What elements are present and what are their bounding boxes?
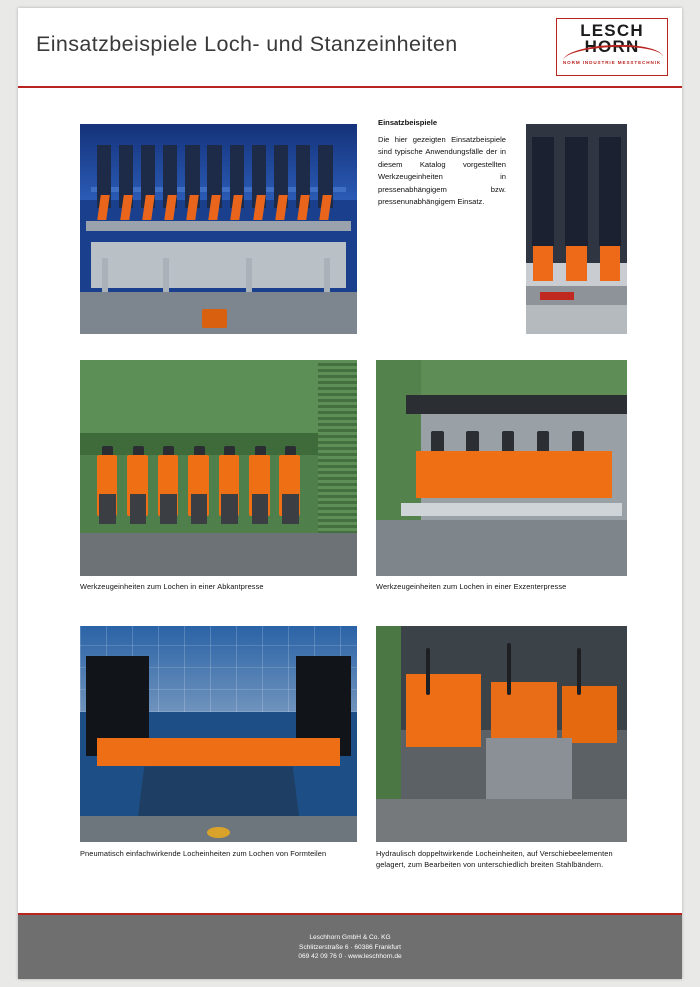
photo-hydraulisch	[376, 626, 627, 842]
logo-subline: NORM INDUSTRIE MESSTECHNIK	[562, 60, 662, 65]
photo-vertical-units	[526, 124, 627, 334]
footer-line-2: Schlitzerstraße 6 · 60386 Frankfurt	[299, 943, 401, 951]
photo-press-line-blue	[80, 124, 357, 334]
logo-line-2: HORN	[584, 37, 640, 56]
intro-body: Die hier gezeigten Einsatzbeispiele sind typische Anwendungsfälle der in diesem Katalog vorgestellten Werkzeugeinheiten in pressenabhängigem bzw. pressenunabhängigem Einsatz.	[378, 135, 506, 207]
figure-abkantpresse	[80, 360, 357, 576]
document-sheet	[18, 8, 682, 979]
intro-block	[378, 118, 506, 208]
footer-line-3: 069 42 09 76 0 · www.leschhorn.de	[298, 953, 402, 961]
intro-heading: Einsatzbeispiele	[378, 118, 438, 127]
footer-address	[18, 933, 682, 962]
caption-pneumatisch: Pneumatisch einfachwirkende Locheinheiten zum Lochen von Formteilen	[80, 849, 327, 858]
caption-exzenterpresse: Werkzeugeinheiten zum Lochen in einer Exzenterpresse	[376, 582, 567, 591]
logo-line-1: LESCH	[580, 21, 644, 40]
page-title: Einsatzbeispiele Loch- und Stanzeinheiten	[36, 32, 458, 56]
figure-exzenterpresse	[376, 360, 627, 576]
company-logo	[556, 18, 668, 76]
figure-press-line-blue	[80, 124, 357, 334]
photo-abkantpresse	[80, 360, 357, 576]
figure-pneumatisch	[80, 626, 357, 842]
footer-line-1: Leschhorn GmbH & Co. KG	[309, 934, 391, 941]
document-header	[18, 8, 682, 86]
photo-exzenterpresse	[376, 360, 627, 576]
caption-abkantpresse: Werkzeugeinheiten zum Lochen in einer Abkantpresse	[80, 582, 264, 591]
figure-hydraulisch	[376, 626, 627, 842]
photo-pneumatisch	[80, 626, 357, 842]
caption-hydraulisch: Hydraulisch doppeltwirkende Locheinheiten, auf Verschiebeelementen gelagert, zum Bearbeiten von unterschiedlich breiten Stahlbändern.	[376, 849, 613, 869]
figure-vertical-units	[526, 124, 627, 334]
header-divider	[18, 86, 682, 88]
